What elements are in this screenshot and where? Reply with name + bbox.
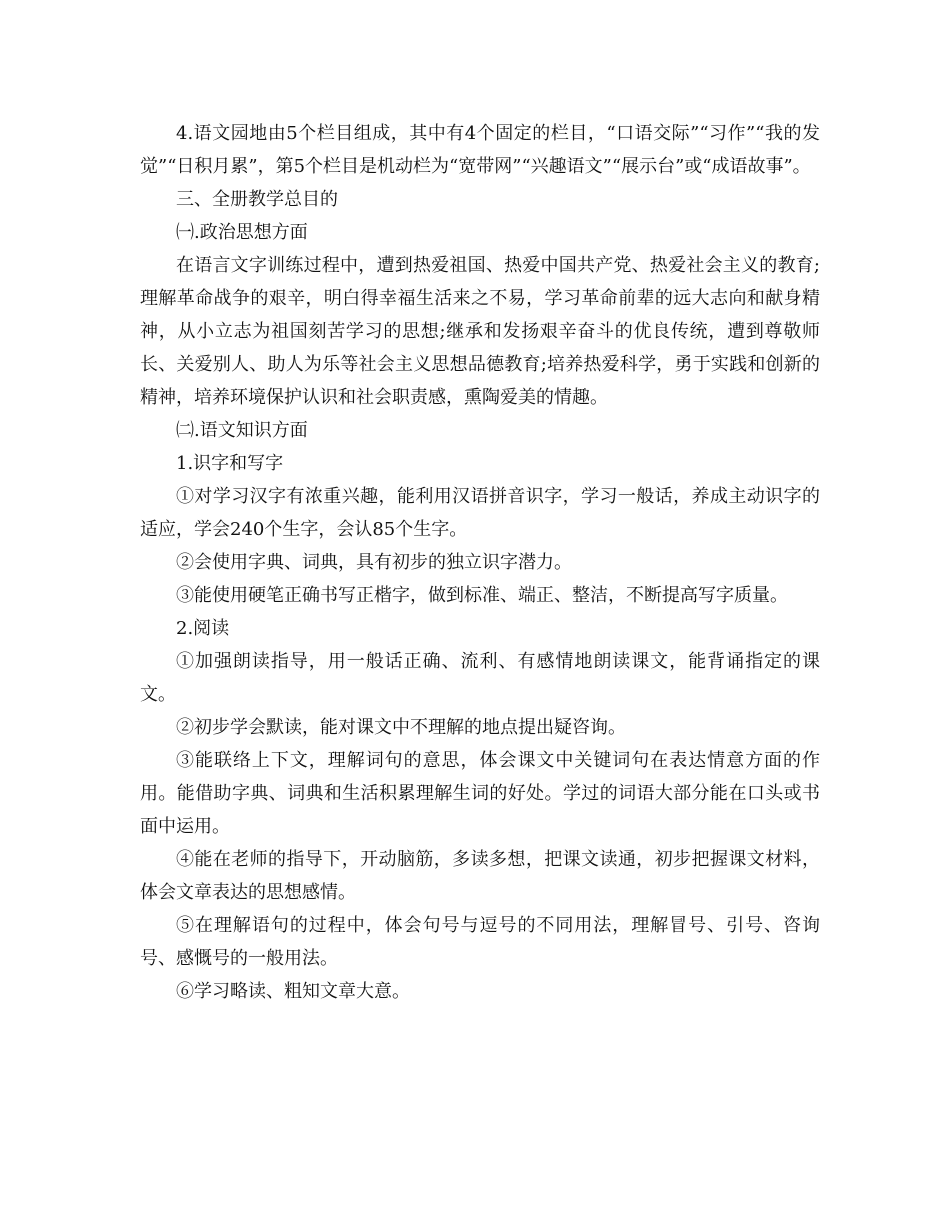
paragraph-political-thought: 在语言文字训练过程中，遭到热爱祖国、热爱中国共产党、热爱社会主义的教育;理解革命战争的艰辛，明白得幸福生活来之不易，学习革命前辈的远大志向和献身精神，从小立志为祖国刻苦学习的思想;继承和发扬艰辛奋斗的优良传统，遭到尊敬师长、关爱别人、助人为乐等社会主义思想品德教育;培养热爱科学，勇于实践和创新的精神，培养环境保护认识和社会职责感，熏陶爱美的情趣。	[140, 255, 820, 408]
list-item-literacy-2: ②会使用字典、词典，具有初步的独立识字潜力。	[176, 552, 572, 573]
list-item-literacy-1: ①对学习汉字有浓重兴趣，能利用汉语拼音识字，学习一般话，养成主动识字的适应，学会240个生字，会认85个生字。	[140, 486, 820, 540]
section-heading-teaching-goals: 三、全册教学总目的	[176, 189, 338, 210]
subheading-political-thought: ㈠.政治思想方面	[176, 222, 308, 243]
paragraph-column-composition: 4.语文园地由5个栏目组成，其中有4个固定的栏目，“口语交际”“习作”“我的发觉”“日积月累”，第5个栏目是机动栏为“宽带网”“兴趣语文”“展示台”或“成语故事”。	[140, 123, 820, 177]
list-item-reading-4: ④能在老师的指导下，开动脑筋，多读多想，把课文读通，初步把握课文材料，体会文章表达的思想感情。	[140, 849, 820, 903]
list-item-reading-3: ③能联络上下文，理解词句的意思，体会课文中关键词句在表达情意方面的作用。能借助字典、词典和生活积累理解生词的好处。学过的词语大部分能在口头或书面中运用。	[140, 750, 820, 837]
list-item-reading-6: ⑥学习略读、粗知文章大意。	[176, 981, 410, 1002]
list-item-reading-2: ②初步学会默读，能对课文中不理解的地点提出疑咨询。	[176, 717, 626, 738]
list-item-reading-5: ⑤在理解语句的过程中，体会句号与逗号的不同用法，理解冒号、引号、咨询号、感慨号的一般用法。	[140, 915, 820, 969]
subheading-language-knowledge: ㈡.语文知识方面	[176, 420, 308, 441]
subheading-reading: 2.阅读	[176, 618, 230, 639]
list-item-literacy-3: ③能使用硬笔正确书写正楷字，做到标准、端正、整洁，不断提高写字质量。	[176, 585, 788, 606]
list-item-reading-1: ①加强朗读指导，用一般话正确、流利、有感情地朗读课文，能背诵指定的课文。	[140, 651, 820, 705]
subheading-literacy-writing: 1.识字和写字	[176, 453, 284, 474]
document-page	[140, 117, 820, 1008]
